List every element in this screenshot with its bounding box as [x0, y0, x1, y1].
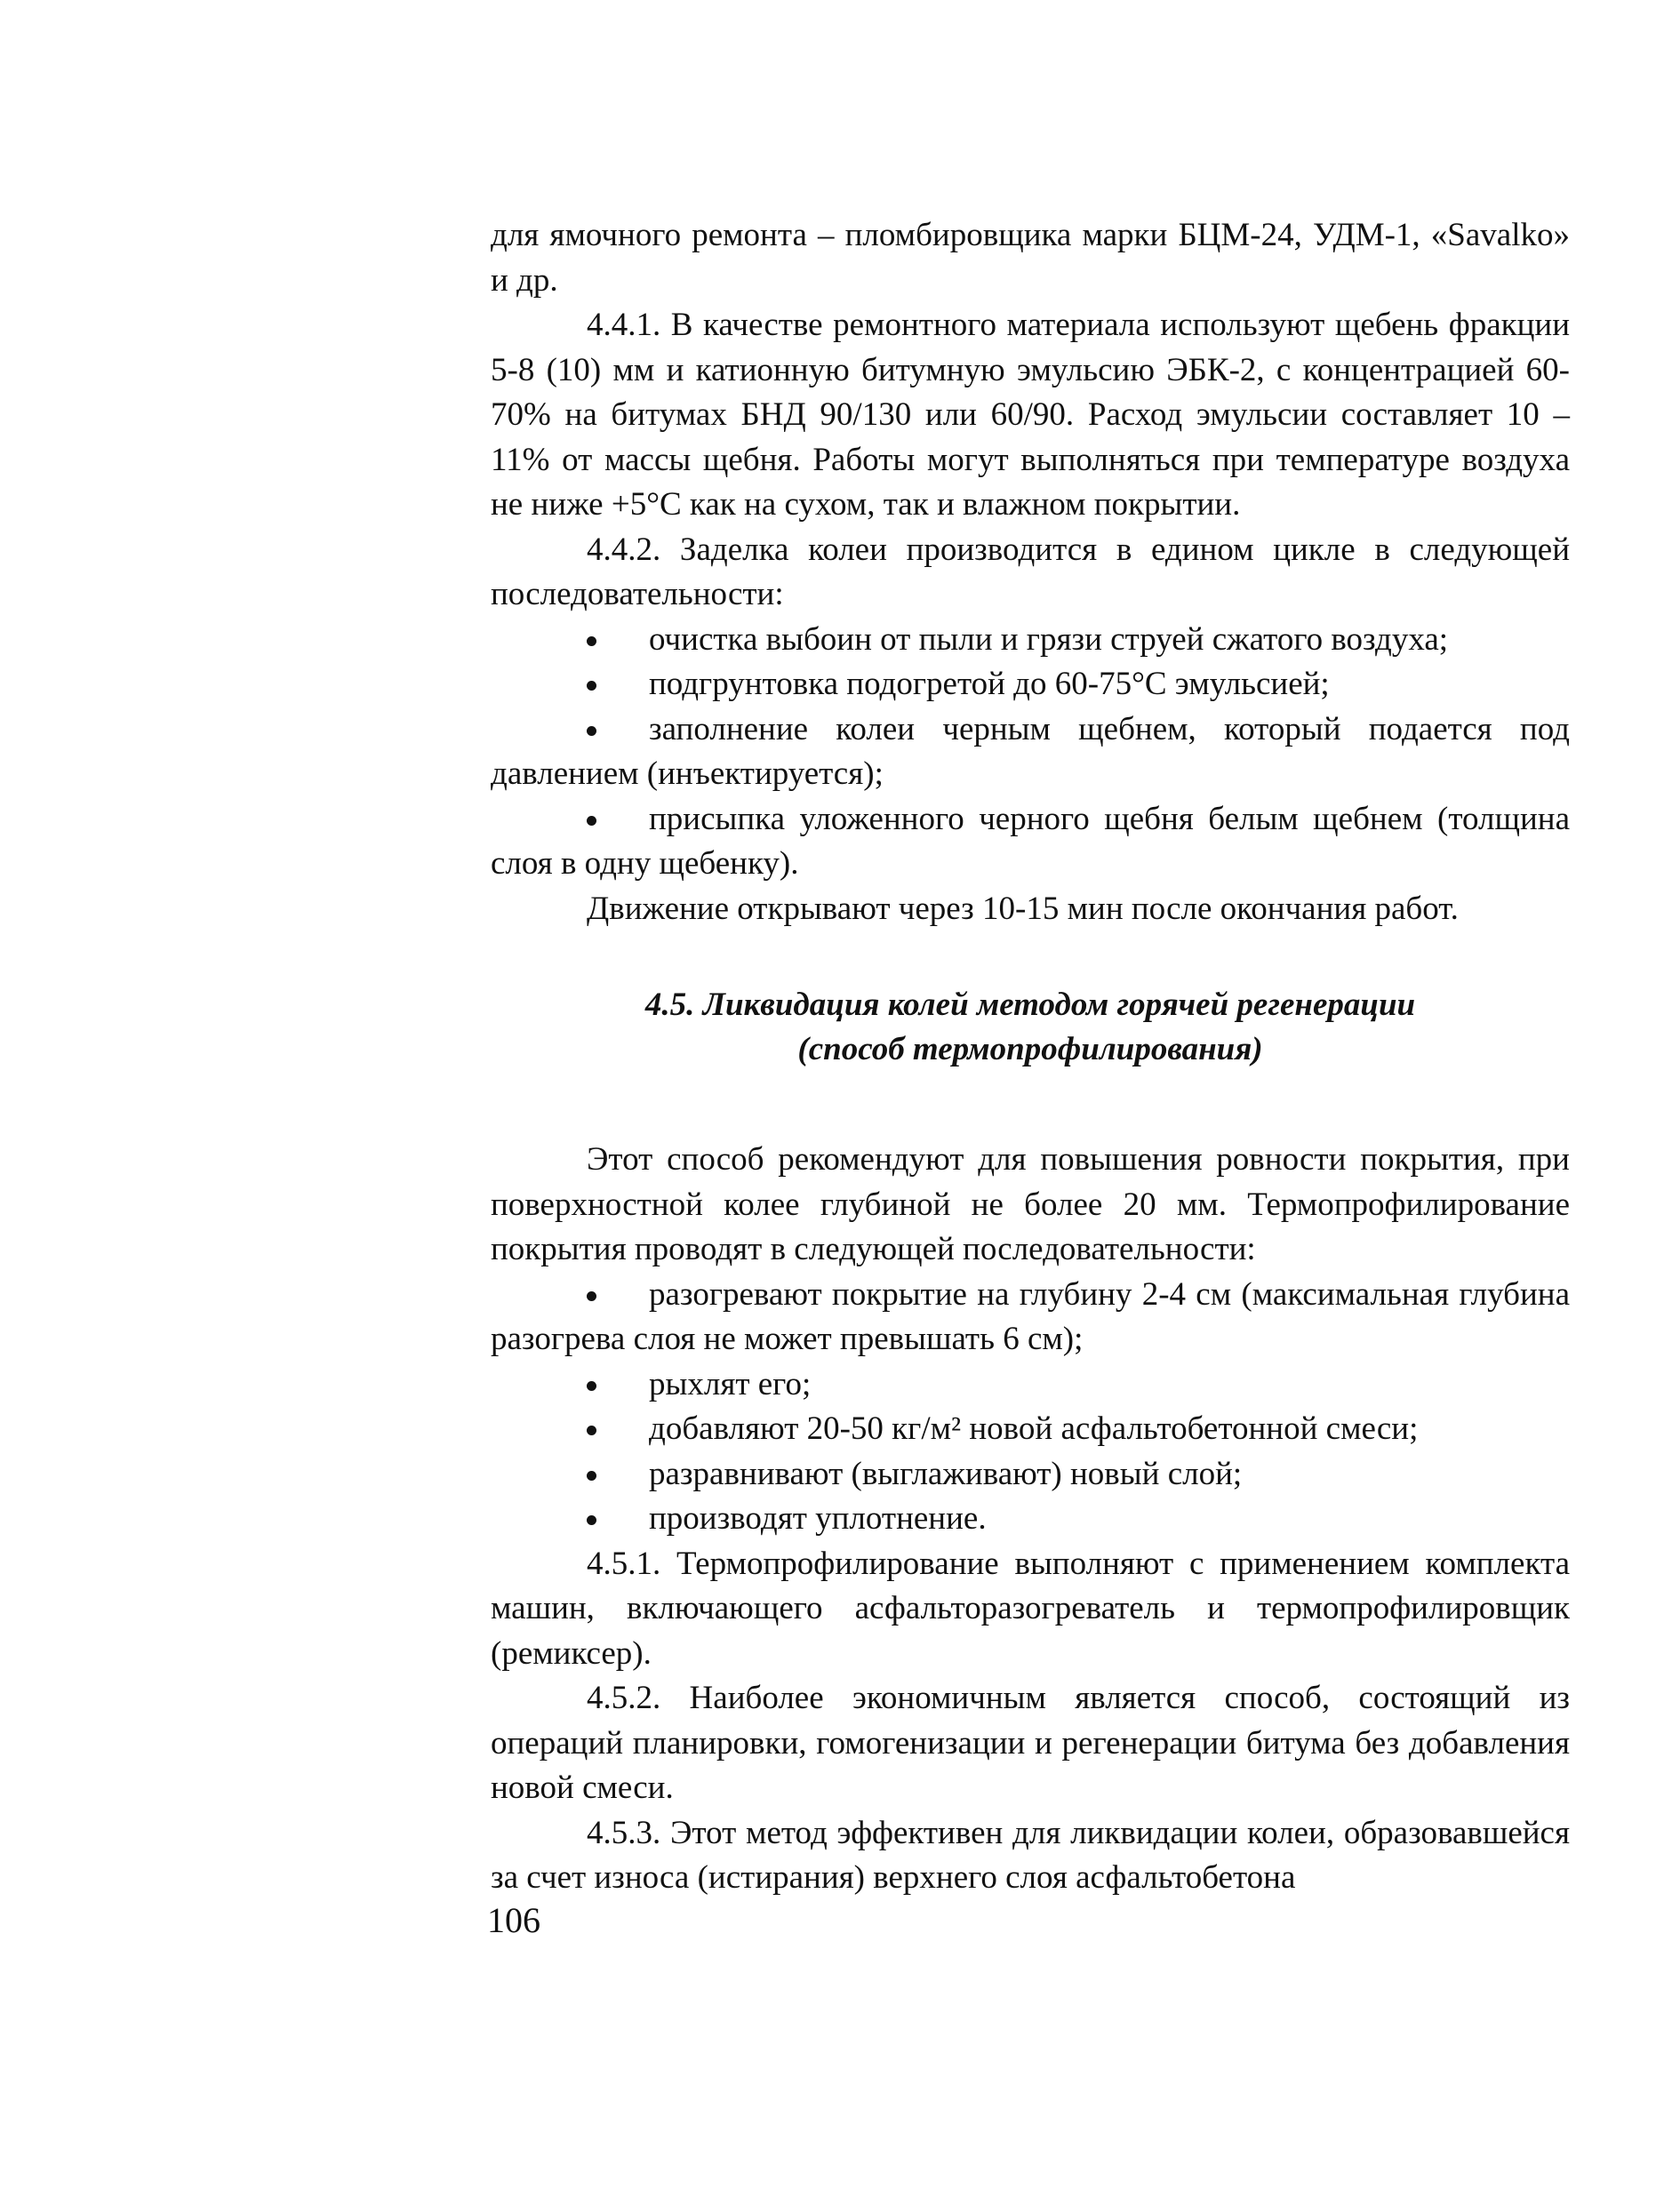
text-column	[491, 213, 1570, 1901]
section-heading-line-2: (способ термопрофилирования)	[797, 1031, 1263, 1067]
list-item-text: производят уплотнение.	[649, 1500, 987, 1537]
paragraph-4-4-1: 4.4.1. В качестве ремонтного материала используют щебень фракции 5-8 (10) мм и катионную битумную эмульсию ЭБК-2, с концентрацией 60-70% на битумах БНД 90/130 или 60/90. Расход эмульсии составляет 10 – 11% от массы щебня. Работы могут выполняться при температуре воздуха не ниже +5°С как на сухом, так и влажном покрытии.	[491, 307, 1570, 523]
bullet-icon	[587, 636, 596, 646]
list-item	[491, 1273, 1570, 1362]
bullet-icon	[587, 1426, 596, 1435]
list-item-text: присыпка уложенного черного щебня белым щебнем (толщина слоя в одну щебенку).	[491, 800, 1570, 882]
bullet-icon	[587, 1381, 596, 1391]
bullet-icon	[587, 681, 596, 691]
paragraph-4-5-3: 4.5.3. Этот метод эффективен для ликвидации колеи, образовавшейся за счет износа (истирания) верхнего слоя асфальтобетона	[491, 1814, 1570, 1896]
list-item-text: добавляют 20-50 кг/м² новой асфальтобетонной смеси;	[649, 1410, 1419, 1447]
bullet-icon	[587, 1515, 596, 1525]
spacer	[491, 1072, 1570, 1138]
section-heading-line-1: 4.5. Ликвидация колей методом горячей регенерации	[644, 987, 1416, 1023]
bullet-list-rut-repair	[491, 618, 1570, 887]
bullet-icon	[587, 726, 596, 736]
list-item-text: заполнение колеи черным щебнем, который подается под давлением (инъектируется);	[491, 710, 1570, 792]
list-item	[491, 1362, 1570, 1408]
bullet-icon	[587, 1471, 596, 1481]
bullet-list-thermoprofiling	[491, 1273, 1570, 1542]
list-item	[491, 662, 1570, 707]
paragraph-traffic-opening: Движение открывают через 10-15 мин после окончания работ.	[587, 890, 1459, 927]
list-item	[491, 1497, 1570, 1542]
list-item	[491, 1452, 1570, 1498]
page-number: 106	[487, 1900, 540, 1940]
paragraph-4-5-1: 4.5.1. Термопрофилирование выполняют с применением комплекта машин, включающего асфальторазогреватель и термопрофилировщик (ремиксер).	[491, 1545, 1570, 1672]
list-item	[491, 1407, 1570, 1452]
paragraph-continuation: для ямочного ремонта – пломбировщика марки БЦМ-24, УДМ-1, «Savalko» и др.	[491, 217, 1570, 299]
list-item	[491, 618, 1570, 663]
bullet-icon	[587, 1291, 596, 1301]
spacer	[491, 931, 1570, 983]
list-item-text: разогревают покрытие на глубину 2-4 см (максимальная глубина разогрева слоя не может превышать 6 см);	[491, 1275, 1570, 1357]
list-item-text: разравнивают (выглаживают) новый слой;	[649, 1455, 1243, 1492]
list-item-text: очистка выбоин от пыли и грязи струей сжатого воздуха;	[649, 620, 1449, 658]
list-item-text: подгрунтовка подогретой до 60-75°С эмульсией;	[649, 666, 1330, 702]
list-item	[491, 797, 1570, 887]
list-item-text: рыхлят его;	[649, 1365, 812, 1402]
list-item	[491, 707, 1570, 797]
bullet-icon	[587, 816, 596, 826]
paragraph-section-intro: Этот способ рекомендуют для повышения ровности покрытия, при поверхностной колее глубиной не более 20 мм. Термопрофилирование покрытия проводят в следующей последовательности:	[491, 1141, 1570, 1267]
paragraph-4-5-2: 4.5.2. Наиболее экономичным является способ, состоящий из операций планировки, гомогенизации и регенерации битума без добавления новой смеси.	[491, 1680, 1570, 1806]
paragraph-4-4-2: 4.4.2. Заделка колеи производится в едином цикле в следующей последовательности:	[491, 531, 1570, 612]
